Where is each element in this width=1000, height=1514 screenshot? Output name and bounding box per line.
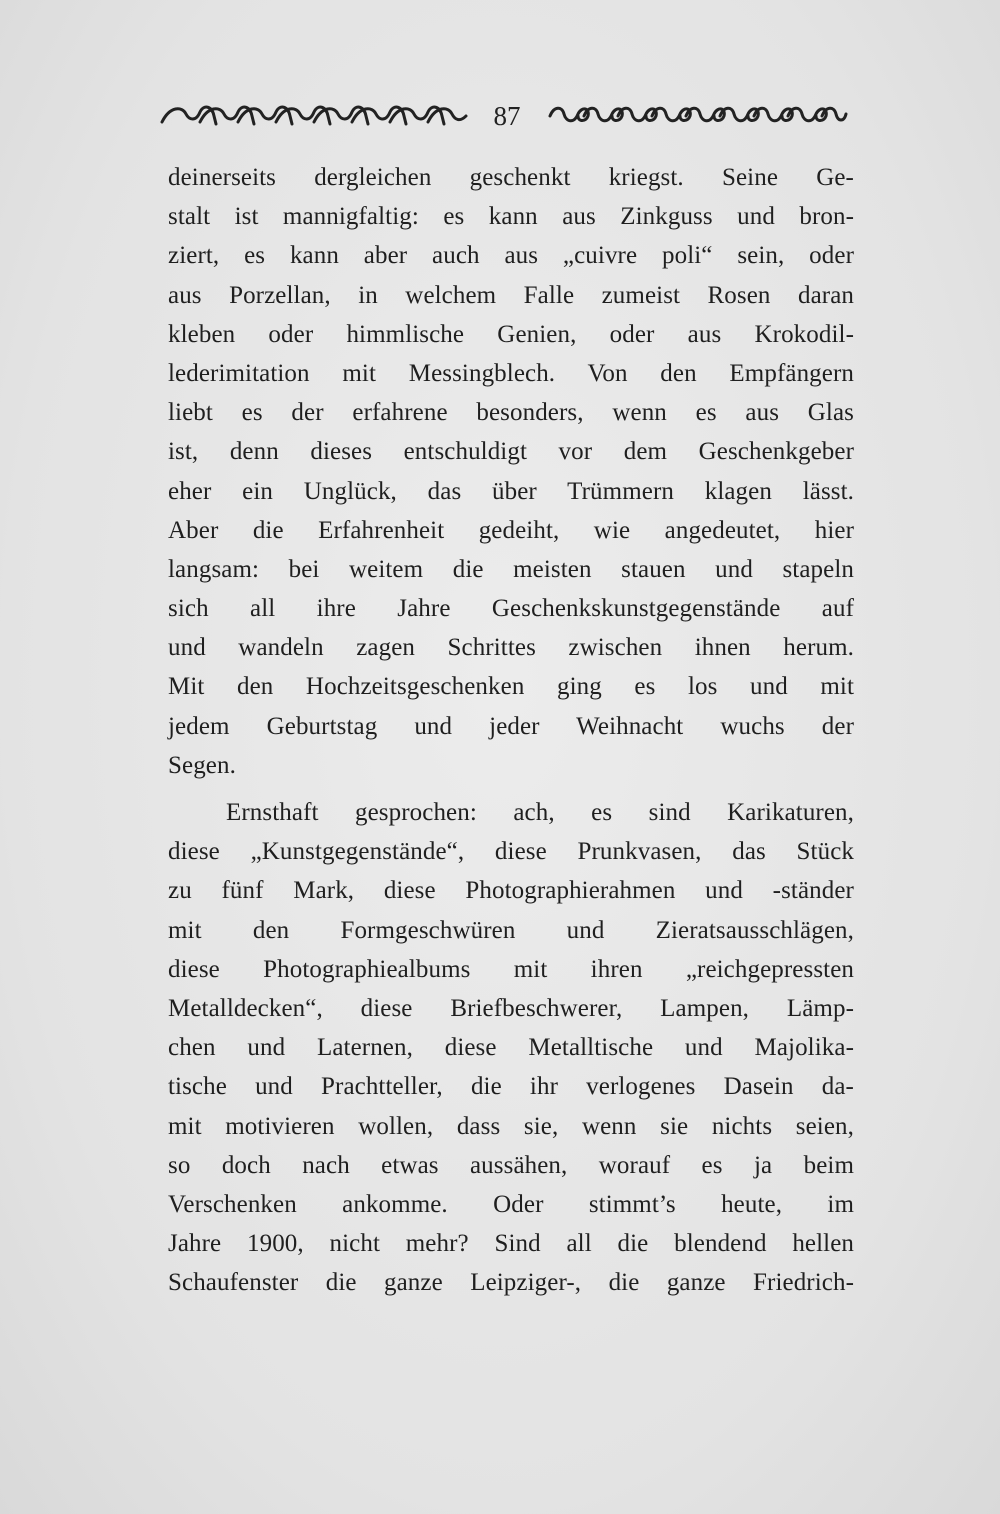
text-line: aus Porzellan, in welchem Falle zumeist Rosen daran xyxy=(168,281,854,309)
text-line: liebt es der erfahrene besonders, wenn es aus Glas xyxy=(168,399,854,427)
text-line: diese Photographiealbums mit ihren „reichgepressten xyxy=(168,955,854,983)
ornament-left xyxy=(160,102,468,128)
text-line: eher ein Unglück, das über Trümmern klagen lässt. xyxy=(168,477,854,505)
page-number: 87 xyxy=(493,101,521,131)
text-line: Mit den Hochzeitsgeschenken ging es los und mit xyxy=(168,673,854,701)
body-text xyxy=(168,158,854,1302)
text-line: sich all ihre Jahre Geschenkskunstgegenstände auf xyxy=(168,595,854,623)
ornament-right xyxy=(548,102,848,128)
text-line: diese „Kunstgegenstände“, diese Prunkvasen, das Stück xyxy=(168,838,854,866)
text-line: ziert, es kann aber auch aus „cuivre poli“ sein, oder xyxy=(168,242,854,270)
running-header xyxy=(160,96,850,136)
text-line: Ernsthaft gesprochen: ach, es sind Karikaturen, xyxy=(226,799,854,826)
text-line: Schaufenster die ganze Leipziger-, die ganze Friedrich- xyxy=(168,1269,854,1297)
text-line: langsam: bei weitem die meisten stauen und stapeln xyxy=(168,555,854,583)
text-line: zu fünf Mark, diese Photographierahmen und -ständer xyxy=(168,877,854,905)
text-line: deinerseits dergleichen geschenkt kriegst. Seine Ge- xyxy=(168,164,854,191)
text-line: chen und Laternen, diese Metalltische und Majolika- xyxy=(168,1034,854,1062)
text-line: lederimitation mit Messingblech. Von den Empfängern xyxy=(168,359,854,387)
text-line: Jahre 1900, nicht mehr? Sind all die blendend hellen xyxy=(168,1230,854,1258)
text-line: mit den Formgeschwüren und Zieratsausschlägen, xyxy=(168,916,854,944)
text-line: stalt ist mannigfaltig: es kann aus Zinkguss und bron- xyxy=(168,203,854,231)
text-line: kleben oder himmlische Genien, oder aus Krokodil- xyxy=(168,320,854,348)
paragraph-1 xyxy=(168,158,854,785)
paragraph-2 xyxy=(168,793,854,1302)
text-line: mit motivieren wollen, dass sie, wenn sie nichts seien, xyxy=(168,1112,854,1140)
text-line: Segen. xyxy=(168,751,236,779)
text-line: tische und Prachtteller, die ihr verlogenes Dasein da- xyxy=(168,1073,854,1101)
text-line: jedem Geburtstag und jeder Weihnacht wuchs der xyxy=(168,712,854,740)
text-line: so doch nach etwas aussähen, worauf es ja beim xyxy=(168,1151,854,1179)
text-line: Aber die Erfahrenheit gedeiht, wie angedeutet, hier xyxy=(168,516,854,544)
text-line: Metalldecken“, diese Briefbeschwerer, Lampen, Lämp- xyxy=(168,994,854,1022)
text-line: Verschenken ankomme. Oder stimmt’s heute, im xyxy=(168,1190,854,1218)
text-line: ist, denn dieses entschuldigt vor dem Geschenkgeber xyxy=(168,438,854,466)
text-line: und wandeln zagen Schrittes zwischen ihnen herum. xyxy=(168,634,854,662)
paragraph-gap xyxy=(168,785,854,793)
